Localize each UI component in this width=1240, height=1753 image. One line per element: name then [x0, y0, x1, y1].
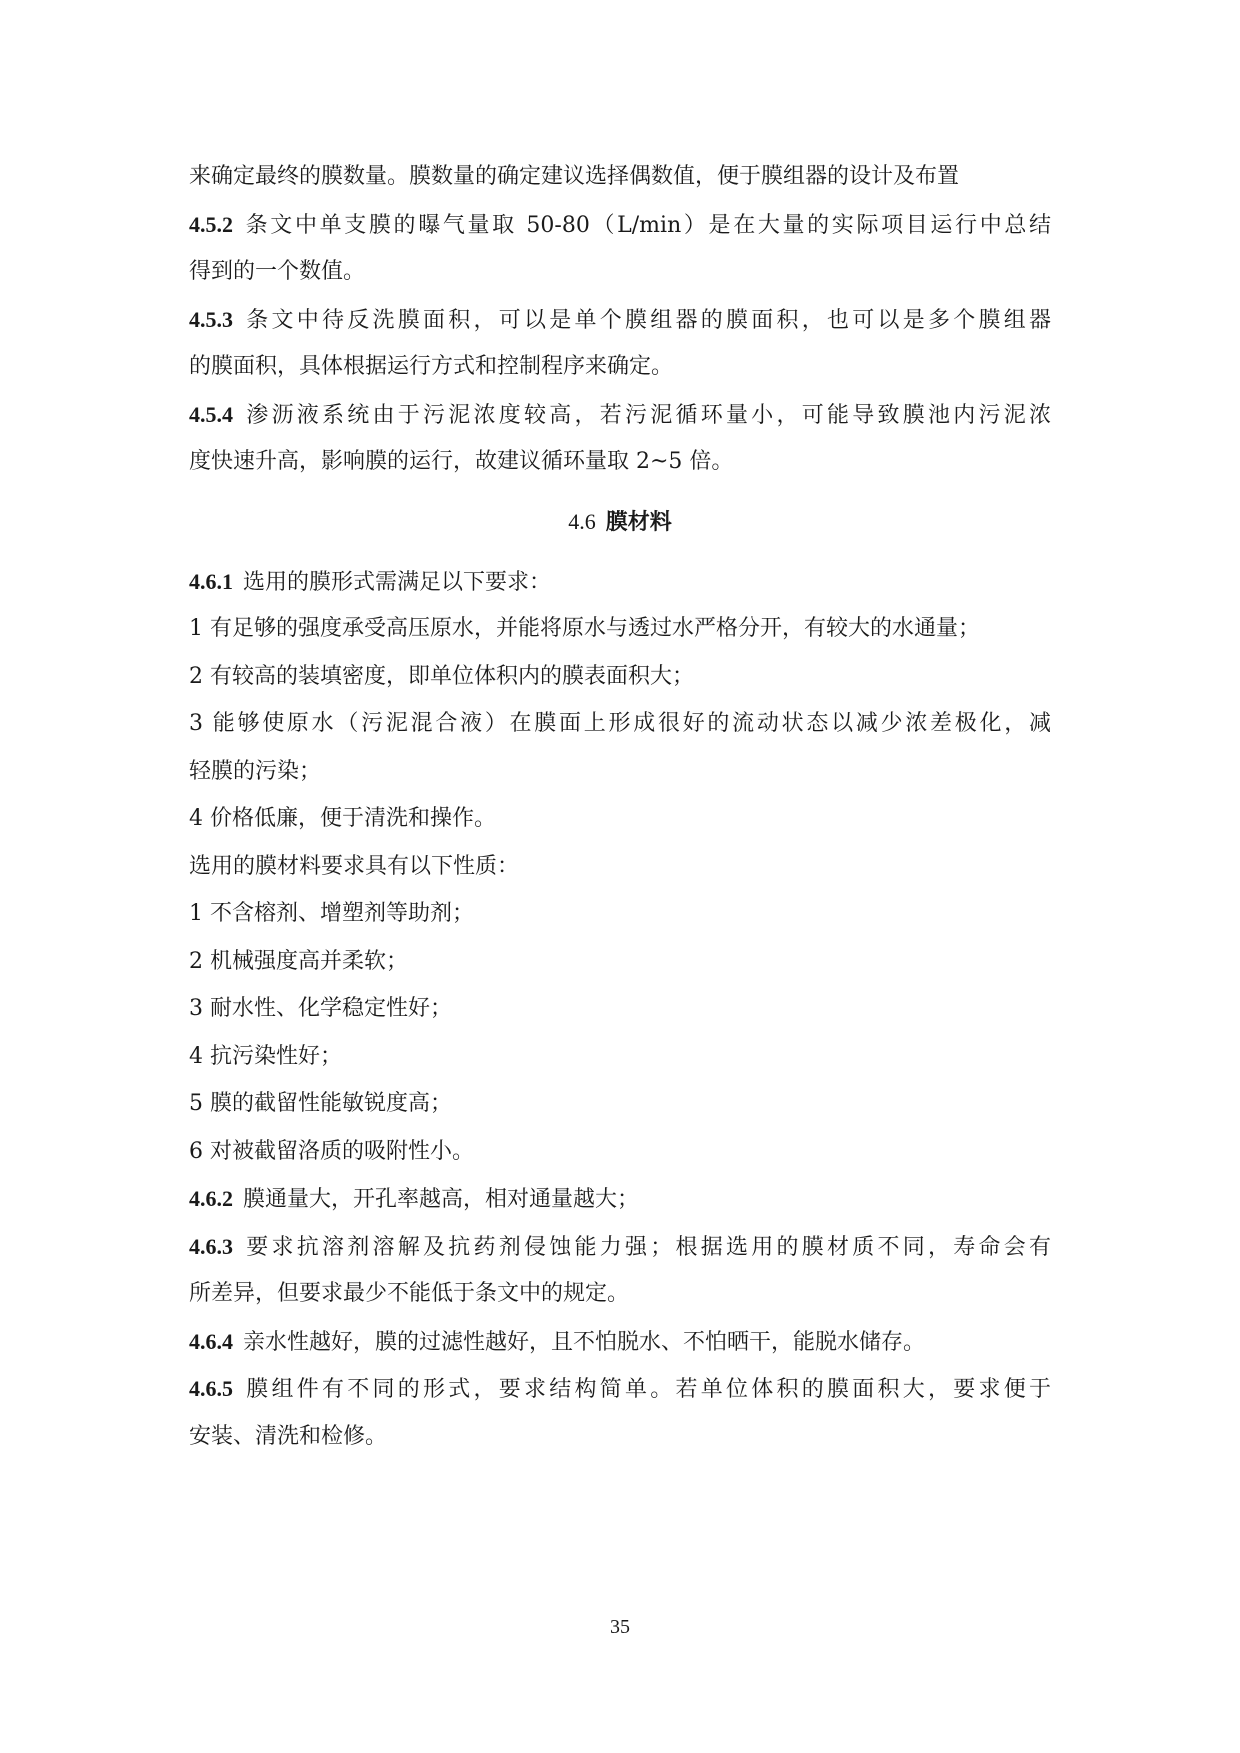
text-line: [189, 843, 1051, 891]
line-text: 得到的一个数值。: [189, 259, 366, 284]
paragraph: [189, 795, 1051, 843]
text-line: [189, 890, 1051, 938]
text-line: [189, 1413, 1051, 1461]
line-text: 膜通量大，开孔率越高，相对通量越大；: [243, 1187, 640, 1212]
paragraph: [189, 1080, 1051, 1128]
clause-number: 4.6.2: [189, 1186, 233, 1211]
text-line: [189, 1270, 1051, 1318]
line-text: 渗沥液系统由于污泥浓度较高，若污泥循环量小，可能导致膜池内污泥浓: [243, 402, 1051, 428]
paragraph: [189, 391, 1051, 486]
text-line: [189, 748, 1051, 796]
clause-number: 4.6.1: [189, 568, 233, 594]
paragraph: [189, 890, 1051, 938]
text-line: [189, 558, 1051, 606]
paragraph: [189, 843, 1051, 891]
text-line: [189, 1128, 1051, 1176]
line-text: 3 耐水性、化学稳定性好；: [189, 996, 452, 1021]
line-text: 条文中待反洗膜面积，可以是单个膜组器的膜面积，也可以是多个膜组器: [243, 307, 1051, 333]
line-text: 1 不含榕剂、增塑剂等助剂；: [189, 901, 474, 926]
text-line: [189, 1365, 1051, 1413]
line-text: 选用的膜形式需满足以下要求：: [243, 569, 552, 595]
paragraph: [189, 1223, 1051, 1318]
text-line: [189, 296, 1051, 344]
text-line: [189, 1318, 1051, 1366]
text-line: [189, 985, 1051, 1033]
text-line: [189, 605, 1051, 653]
line-text: 4 价格低廉，便于清洗和操作。: [189, 806, 496, 831]
paragraph: [189, 1033, 1051, 1081]
line-text: 4 抗污染性好；: [189, 1043, 342, 1069]
paragraph: [189, 938, 1051, 986]
line-text: 度快速升高，影响膜的运行，故建议循环量取 2~5 倍。: [189, 449, 734, 474]
clause-number: 4.5.3: [189, 306, 233, 332]
paragraph: [189, 558, 1051, 606]
paragraphs-top: [189, 153, 1051, 486]
text-line: [189, 438, 1051, 486]
line-text: 2 机械强度高并柔软；: [189, 948, 408, 974]
paragraph: [189, 700, 1051, 795]
text-line: [189, 938, 1051, 986]
text-line: [189, 795, 1051, 843]
page-number: 35: [610, 1616, 630, 1638]
text-line: [189, 653, 1051, 701]
section-title: 膜材料: [605, 508, 672, 535]
paragraph: [189, 1318, 1051, 1366]
page-content: [189, 153, 1051, 1460]
text-line: [189, 153, 1051, 201]
paragraph: [189, 985, 1051, 1033]
section-number: 4.6: [568, 508, 596, 534]
line-text: 3 能够使原水（污泥混合液）在膜面上形成很好的流动状态以减少浓差极化，减: [189, 711, 1051, 736]
text-line: [189, 1175, 1051, 1223]
text-line: [189, 1223, 1051, 1271]
line-text: 要求抗溶剂溶解及抗药剂侵蚀能力强；根据选用的膜材质不同，寿命会有: [243, 1234, 1051, 1260]
clause-number: 4.5.4: [189, 401, 233, 427]
text-line: [189, 248, 1051, 296]
line-text: 1 有足够的强度承受高压原水，并能将原水与透过水严格分开，有较大的水通量；: [189, 616, 980, 641]
paragraph: [189, 1175, 1051, 1223]
line-text: 的膜面积，具体根据运行方式和控制程序来确定。: [189, 354, 674, 379]
line-text: 条文中单支膜的曝气量取 50-80（L/min）是在大量的实际项目运行中总结: [243, 212, 1051, 238]
line-text: 来确定最终的膜数量。膜数量的确定建议选择偶数值，便于膜组器的设计及布置: [189, 164, 960, 189]
line-text: 2 有较高的装填密度，即单位体积内的膜表面积大；: [189, 663, 694, 689]
text-line: [189, 343, 1051, 391]
clause-number: 4.6.5: [189, 1376, 233, 1401]
text-line: [189, 700, 1051, 748]
paragraph: [189, 296, 1051, 391]
line-text: 6 对被截留洛质的吸附性小。: [189, 1138, 474, 1164]
line-text: 膜组件有不同的形式，要求结构简单。若单位体积的膜面积大，要求便于: [243, 1377, 1051, 1402]
clause-number: 4.5.2: [189, 211, 233, 237]
text-line: [189, 201, 1051, 249]
paragraph: [189, 201, 1051, 296]
line-text: 选用的膜材料要求具有以下性质：: [189, 853, 520, 879]
paragraphs-bottom: [189, 558, 1051, 1461]
line-text: 所差异，但要求最少不能低于条文中的规定。: [189, 1281, 630, 1306]
line-text: 5 膜的截留性能敏锐度高；: [189, 1091, 452, 1116]
paragraph: [189, 1128, 1051, 1176]
line-text: 安装、清洗和检修。: [189, 1423, 388, 1449]
clause-number: 4.6.3: [189, 1233, 233, 1259]
paragraph: [189, 153, 1051, 201]
line-text: 轻膜的污染；: [189, 758, 322, 784]
clause-number: 4.6.4: [189, 1328, 233, 1354]
text-line: [189, 1033, 1051, 1081]
paragraph: [189, 605, 1051, 653]
paragraph: [189, 1365, 1051, 1460]
section-heading: [189, 498, 1051, 546]
text-line: [189, 391, 1051, 439]
text-line: [189, 1080, 1051, 1128]
paragraph: [189, 653, 1051, 701]
line-text: 亲水性越好，膜的过滤性越好，且不怕脱水、不怕晒干，能脱水储存。: [243, 1329, 926, 1355]
